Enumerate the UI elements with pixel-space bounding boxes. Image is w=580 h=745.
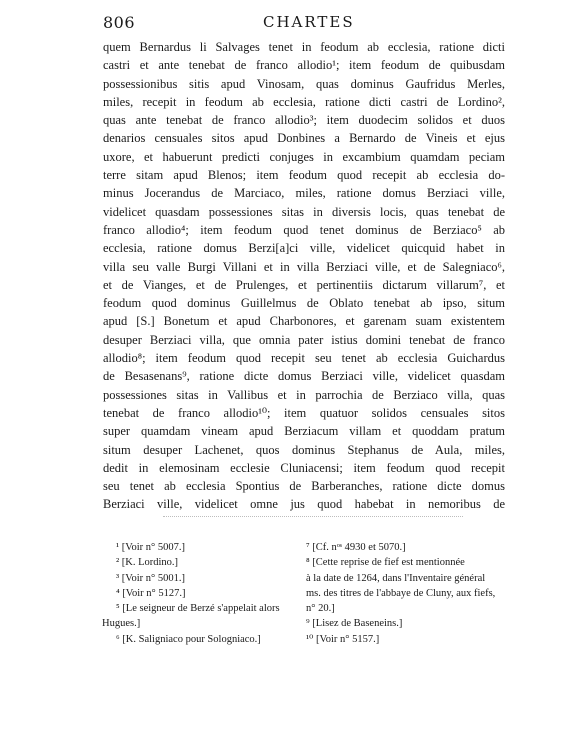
body-line: feodum quod dominus Guillelmus de Oblato tenebat ab ipso, situm: [103, 296, 505, 311]
body-line: possessiones sitas in Vallibus et in parrochia de Berziaco villa, quas: [103, 387, 505, 402]
body-line: minus Jocerandus de Marciaco, miles, ratione domus Berziaci ville,: [103, 186, 505, 201]
body-line: quas ante tenebat de franco allodio³; item duodecim solidos et duos: [103, 113, 505, 128]
footnotes-left-column: [102, 540, 312, 647]
body-line: videlicet quasdam possessiones sitas in diversis locis, quas tenebat de: [103, 204, 505, 219]
faded-text-line: [163, 516, 463, 527]
footnote-continuation: n° 20.]: [306, 603, 335, 615]
body-line: tenebat de franco allodio¹⁰; item quatuor solidos censuales sitos: [103, 405, 505, 420]
footnote: ³ [Voir n° 5001.]: [116, 572, 185, 584]
footnote: ⁵ [Le seigneur de Berzé s'appelait alors: [116, 603, 280, 615]
body-line: terre sitam apud Blenos; item feodum quod recepit ab ecclesia do-: [103, 168, 505, 183]
footnotes-right-column: [306, 540, 516, 647]
body-line: possessionibus sitis apud Vinosam, quas dominus Gaufridus Merles,: [103, 76, 505, 91]
body-line: villa seu valle Burgi Villani et in villa Berziaci ville, et de Salegniaco⁶,: [103, 259, 505, 274]
body-line: uxore, et habuerunt predicti conjuges in excambium quamdam peciam: [103, 149, 505, 164]
footnote: ⁸ [Cette reprise de fief est mentionnée: [306, 557, 465, 569]
body-line: ecclesia, ratione domus Berzi[a]ci ville, videlicet quicquid habet in: [103, 241, 505, 256]
body-line: castri et ante tenebat de franco allodio¹; item feodum de quibusdam: [103, 58, 505, 73]
charter-body-text: [103, 38, 505, 527]
body-line: apud [S.] Bonetum et apud Charbonores, et garenam suam existentem: [103, 314, 505, 329]
body-line: et de Vianges, et de Prulenges, et pertinentiis dictarum villarum⁷, et: [103, 277, 505, 292]
body-line: desuper Berziaci villa, que omnia pater istius domini tenebat de franco: [103, 332, 505, 347]
body-line: allodio⁸; item feodum quod recepit seu tenet ab ecclesia Guichardus: [103, 351, 505, 366]
footnote: ² [K. Lordino.]: [116, 557, 179, 569]
footnote: ⁹ [Lisez de Baseneins.]: [306, 618, 403, 630]
page-number: 806: [103, 13, 136, 32]
footnote-continuation: ms. des titres de l'abbaye de Cluny, aux fiefs,: [306, 587, 496, 599]
body-line: Berziaci ville, videlicet omne jus quod habebat in nemoribus de: [103, 497, 505, 512]
body-line: super quamdam vineam apud Berziacum villam et quoddam pratum: [103, 424, 505, 439]
body-line: quem Bernardus li Salvages tenet in feodum ab ecclesia, ratione dicti: [103, 40, 505, 54]
body-line: franco allodio⁴; item feodum quod tenet dominus de Berziaco⁵ ab: [103, 222, 505, 237]
body-line: seu tenet ab ecclesia Spontius de Barberanches, ratione dicte domus: [103, 479, 505, 494]
body-line: miles, recepit in feodum ab ecclesia, ratione dicti castri de Lordino²,: [103, 94, 505, 109]
running-head: CHARTES: [263, 13, 355, 31]
body-line: denarios censuales sitos apud Donbines a Bernardo de Vineis et ejus: [103, 131, 505, 146]
footnote: ⁴ [Voir n° 5127.]: [116, 587, 186, 599]
footnote-continuation: à la date de 1264, dans l'Inventaire général: [306, 572, 486, 584]
footnote: ⁷ [Cf. nᵒˢ 4930 et 5070.]: [306, 542, 406, 553]
footnote: ¹ [Voir n° 5007.]: [116, 542, 185, 553]
body-line: situm desuper Lachenet, quos dominus Stephanus de Aula, miles,: [103, 442, 505, 457]
footnote: ¹⁰ [Voir n° 5157.]: [306, 633, 380, 645]
body-line: dedit in elemosinam ecclesie Cluniacensi; item feodum quod recepit: [103, 460, 505, 475]
footnote-continuation: Hugues.]: [102, 618, 141, 630]
footnote: ⁶ [K. Saligniaco pour Sologniaco.]: [116, 633, 261, 645]
page-header: [103, 13, 503, 35]
body-line: de Besasenans⁹, ratione dicte domus Berziaci ville, videlicet quasdam: [103, 369, 505, 384]
